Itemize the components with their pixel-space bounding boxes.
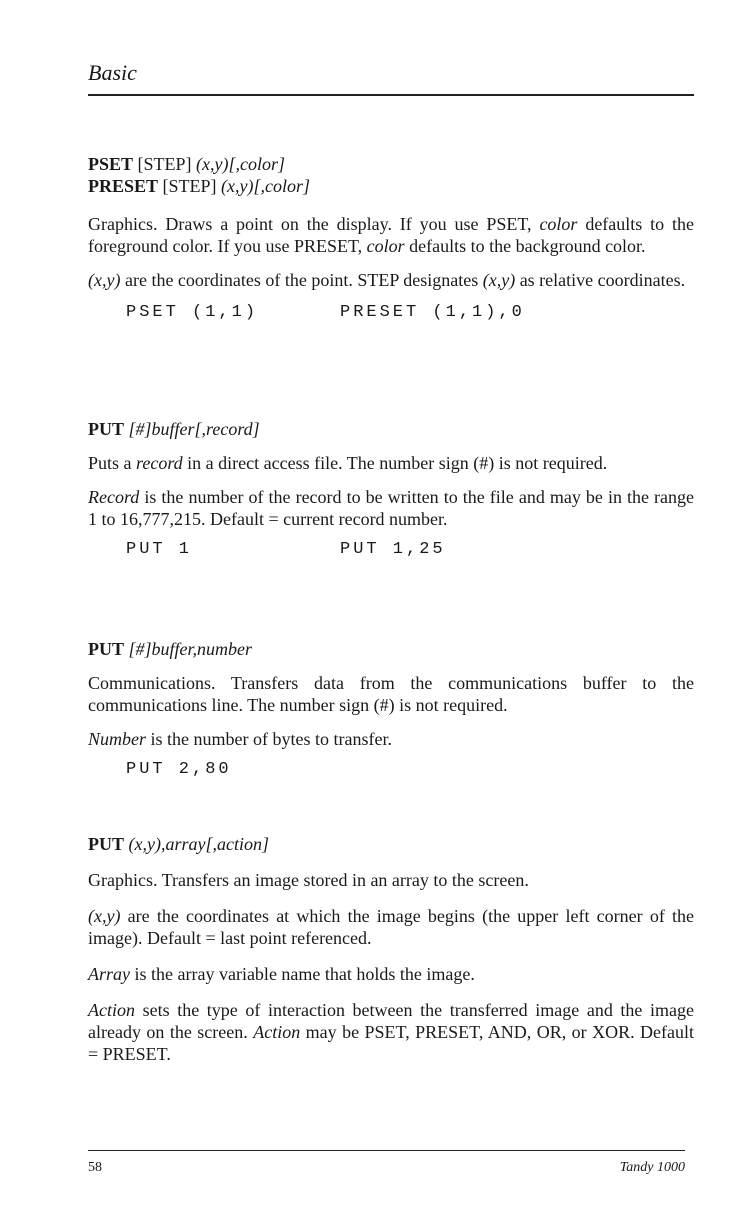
put-graphics-coordinates-note: [88, 905, 694, 949]
preset-signature: [88, 175, 694, 197]
pset-args: (x,y)[,color]: [196, 154, 286, 174]
put-keyword: PUT: [88, 419, 124, 439]
page-number: 58: [88, 1160, 102, 1175]
put-graphics-array-note: [88, 963, 694, 985]
pset-coord-text: as relative coordinates.: [519, 270, 686, 290]
put-record-entry: [88, 418, 694, 564]
put-keyword: PUT: [88, 834, 124, 854]
pset-signature: [88, 153, 694, 175]
header-rule: [88, 94, 694, 96]
pset-coord-xy: (x,y): [482, 270, 516, 290]
pset-coordinates-note: [88, 269, 694, 291]
put-keyword: PUT: [88, 639, 124, 659]
pset-keyword: PSET: [88, 154, 134, 174]
put-comm-term: Number: [88, 729, 146, 749]
pset-desc-color: color: [366, 236, 405, 256]
put-comm-number-note: [88, 728, 694, 750]
footer-brand: Tandy 1000: [619, 1160, 685, 1175]
put-comm-args: [#]buffer,number: [128, 639, 253, 659]
put-graphics-term: Action: [88, 1000, 135, 1020]
pset-description: [88, 213, 694, 257]
put-record-desc-text: in a direct access file. The number sign (#) is not required.: [187, 453, 608, 473]
put-graphics-action-text: may be PSET, PRESET, AND, OR, or XOR. Default = PRESET.: [88, 1022, 695, 1064]
put-record-args: [#]buffer[,record]: [128, 419, 260, 439]
pset-coord-xy: (x,y): [88, 270, 121, 290]
put-graphics-args: (x,y),array[,action]: [128, 834, 269, 854]
put-graphics-action-note: [88, 999, 694, 1065]
preset-example: PRESET (1,1),0: [340, 303, 525, 322]
put-record-examples: [88, 540, 694, 564]
put-graphics-coord-text: are the coordinates at which the image begins (the upper left corner of the image). Default = last point referenced.: [88, 906, 695, 948]
put-comm-examples: [88, 760, 694, 784]
put-record-example: PUT 1: [126, 540, 193, 559]
pset-desc-text: defaults to the foreground color. If you use PRESET,: [88, 214, 695, 256]
put-comm-signature: [88, 638, 694, 660]
put-graphics-description: Graphics. Transfers an image stored in an array to the screen.: [88, 870, 529, 890]
put-comm-description: Communications. Transfers data from the communications buffer to the communications line. The number sign (#) is not required.: [88, 673, 694, 715]
put-comm-example: PUT 2,80: [126, 760, 232, 779]
put-record-term: Record: [88, 487, 140, 507]
pset-examples: [88, 303, 694, 327]
put-graphics-term: Array: [88, 964, 130, 984]
pset-coord-text: are the coordinates of the point. STEP designates: [124, 270, 479, 290]
preset-keyword: PRESET: [88, 176, 159, 196]
put-graphics-array-text: is the array variable name that holds the image.: [134, 964, 475, 984]
put-graphics-xy: (x,y): [88, 906, 121, 926]
pset-desc-text: defaults to the background color.: [409, 236, 646, 256]
put-record-range-text: is the number of the record to be written to the file and may be in the range 1 to 16,777,215. Default = current record number.: [88, 487, 695, 529]
pset-desc-color: color: [539, 214, 578, 234]
pset-step: [STEP]: [137, 154, 192, 174]
page-header: [88, 58, 694, 88]
put-record-example: PUT 1,25: [340, 540, 446, 559]
header-title: Basic: [88, 60, 137, 85]
put-record-desc-text: Puts a: [88, 453, 132, 473]
put-comm-entry: [88, 638, 694, 784]
preset-args: (x,y)[,color]: [221, 176, 311, 196]
put-graphics-signature: [88, 833, 694, 855]
put-comm-number-text: is the number of bytes to transfer.: [150, 729, 392, 749]
put-record-description: [88, 452, 694, 474]
pset-entry: [88, 153, 694, 327]
pset-desc-text: Graphics. Draws a point on the display. If you use PSET,: [88, 214, 532, 234]
put-graphics-term: Action: [253, 1022, 301, 1042]
put-record-term: record: [136, 453, 183, 473]
preset-step: [STEP]: [162, 176, 217, 196]
put-graphics-action-text: sets the type of interaction between the transferred image and the image already on the screen.: [88, 1000, 695, 1042]
put-record-signature: [88, 418, 694, 440]
pset-example: PSET (1,1): [126, 303, 259, 322]
put-record-range-note: [88, 486, 694, 530]
footer-rule: [88, 1150, 685, 1151]
put-graphics-entry: [88, 833, 694, 1065]
